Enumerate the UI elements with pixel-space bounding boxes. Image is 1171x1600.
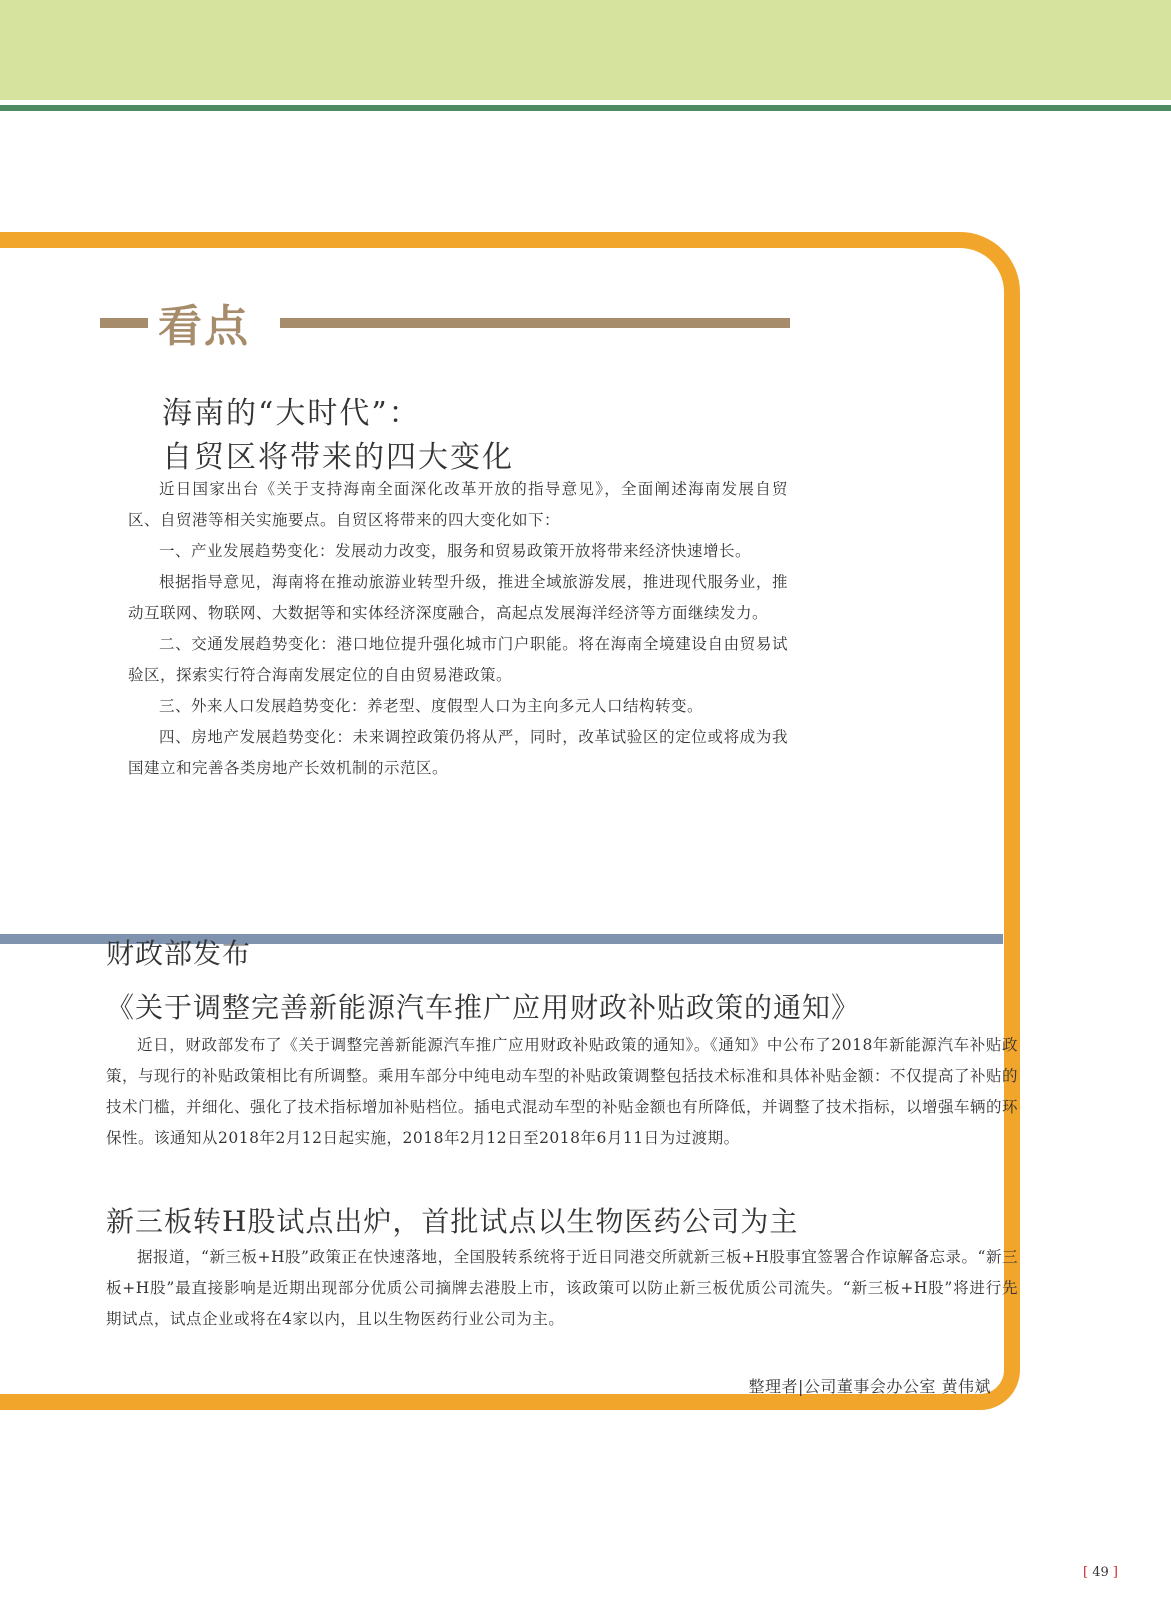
article1-para-4: 四、房地产发展趋势变化：未来调控政策仍将从严，同时，改革试验区的定位或将成为我国建立和完善各类房地产长效机制的示范区。 — [128, 728, 788, 777]
article2-title-line2: 《关于调整完善新能源汽车推广应用财政补贴政策的通知》 — [106, 991, 861, 1024]
article1-para-3: 三、外来人口发展趋势变化：养老型、度假型人口为主向多元人口结构转变。 — [159, 697, 704, 715]
header-band — [0, 0, 1171, 100]
article2-paragraph: 近日，财政部发布了《关于调整完善新能源汽车推广应用财政补贴政策的通知》。《通知》中公布了2018年新能源汽车补贴政策，与现行的补贴政策相比有所调整。乘用车部分中纯电动车型的补贴政策调整包括技术标准和具体补贴金额：不仅提高了补贴的技术门槛，并细化、强化了技术指标增加补贴档位。插电式混动车型的补贴金额也有所降低，并调整了技术指标，以增强车辆的环保性。该通知从2018年2月12日起实施，2018年2月12日至2018年6月11日为过渡期。 — [106, 1036, 1019, 1147]
article1-paragraph — [128, 474, 788, 784]
article1-para-1: 一、产业发展趋势变化：发展动力改变，服务和贸易政策开放将带来经济快速增长。 — [159, 542, 752, 560]
page-bracket-left: [ — [1083, 1565, 1089, 1580]
article1-title-line2: 自贸区将带来的四大变化 — [162, 440, 514, 475]
article3-title: 新三板转H股试点出炉，首批试点以生物医药公司为主 — [106, 1205, 799, 1238]
page-bracket-right: ] — [1112, 1565, 1118, 1580]
article1-para-1-detail: 根据指导意见，海南将在推动旅游业转型升级，推进全域旅游发展，推进现代服务业，推动互联网、物联网、大数据等和实体经济深度融合，高起点发展海洋经济等方面继续发力。 — [128, 573, 788, 622]
section-title: 看点 — [158, 301, 250, 352]
section-bar-right — [280, 318, 790, 328]
page-number-value: 49 — [1092, 1565, 1109, 1580]
article1-para-intro: 近日国家出台《关于支持海南全面深化改革开放的指导意见》，全面阐述海南发展自贸区、自贸港等相关实施要点。自贸区将带来的四大变化如下： — [128, 480, 788, 529]
header-rule — [0, 105, 1171, 111]
article1-para-2: 二、交通发展趋势变化：港口地位提升强化城市门户职能。将在海南全境建设自由贸易试验区，探索实行符合海南发展定位的自由贸易港政策。 — [128, 635, 788, 684]
section-bar-left — [100, 318, 148, 328]
article1-title-line1: 海南的“大时代”： — [162, 396, 421, 431]
article2-title-line1: 财政部发布 — [106, 937, 252, 970]
article3-paragraph: 据报道，“新三板+H股”政策正在快速落地，全国股转系统将于近日同港交所就新三板+H股事宜签署合作谅解备忘录。“新三板+H股”最直接影响是近期出现部分优质公司摘牌去港股上市，该政策可以防止新三板优质公司流失。“新三板+H股”将进行先期试点，试点企业或将在4家以内，且以生物医药行业公司为主。 — [106, 1248, 1018, 1328]
credit-line: 整理者|公司董事会办公室 黄伟斌 — [748, 1377, 991, 1396]
page-number — [1083, 1565, 1118, 1580]
